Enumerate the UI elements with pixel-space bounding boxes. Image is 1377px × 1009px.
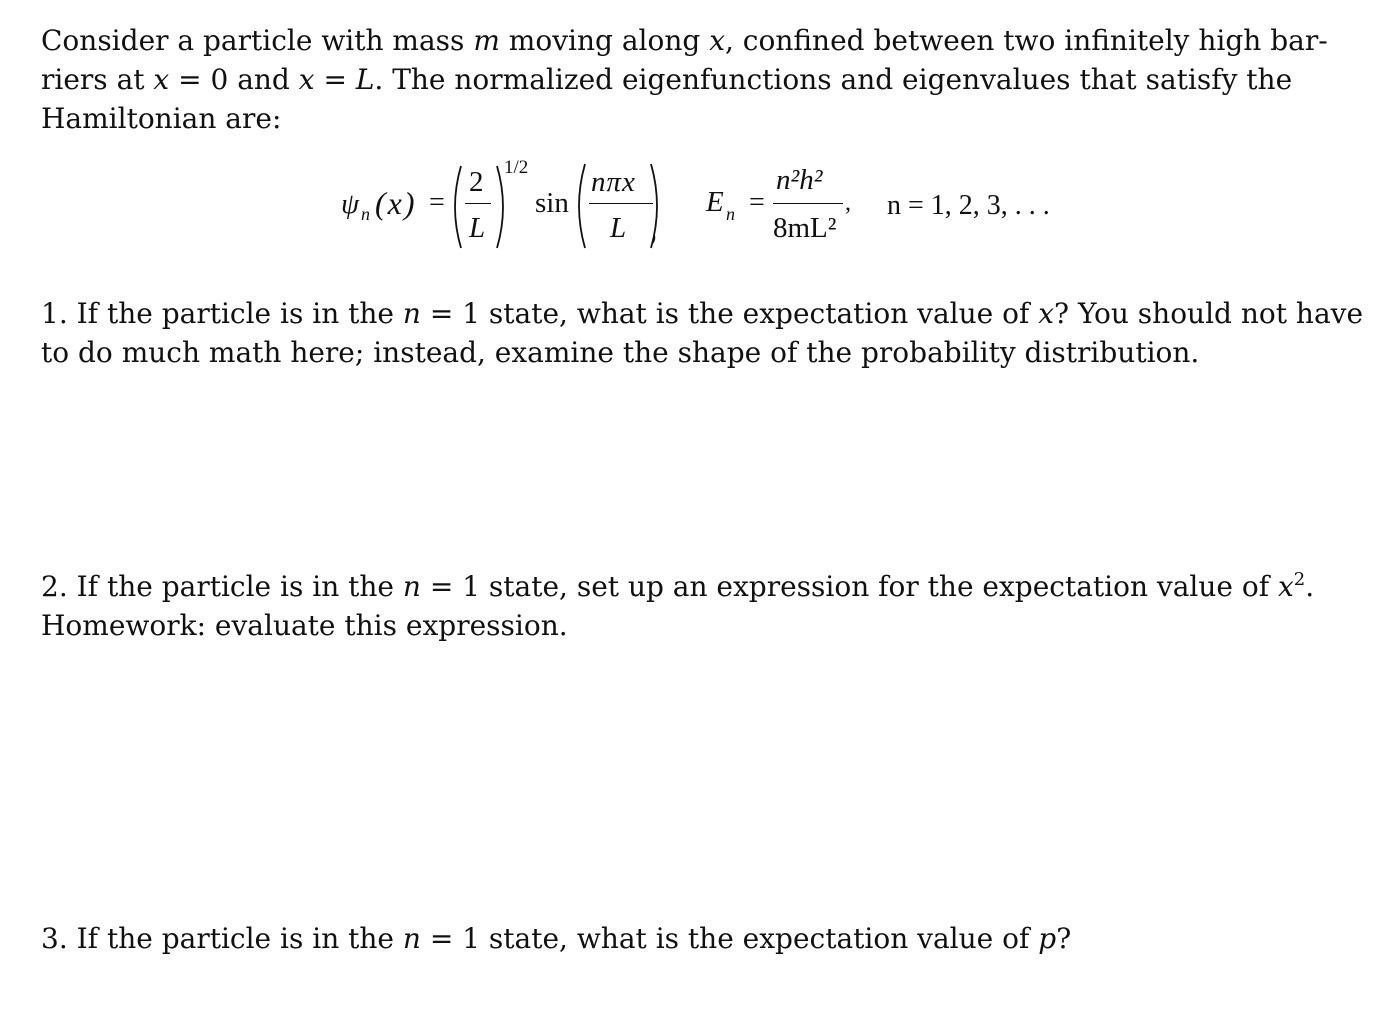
question-text: 3. If the particle is in the	[41, 922, 403, 955]
n-symbol: n	[402, 922, 421, 955]
question-text: = 1 state, what is the expectation value of	[420, 297, 1039, 330]
exponent: 1/2	[504, 157, 529, 178]
intro-text: moving along	[499, 24, 710, 57]
fraction-bar	[465, 203, 491, 204]
question-text: 2. If the particle is in the	[41, 570, 403, 603]
question-2-line-2: Homework: evaluate this expression.	[41, 609, 568, 642]
n-symbol: n	[402, 297, 421, 330]
question-text: = 1 state, set up an expression for the expectation value of	[420, 570, 1278, 603]
fraction-bar	[589, 203, 653, 204]
energy-denominator: 8mL²	[773, 212, 837, 244]
question-text: = 1 state, what is the expectation value of	[420, 922, 1039, 955]
intro-text: =	[314, 63, 356, 96]
sin-numerator: nπx	[591, 166, 636, 198]
sin-denominator: L	[610, 212, 627, 244]
intro-text: Consider a particle with mass	[41, 24, 474, 57]
x-symbol: x	[709, 24, 725, 57]
question-3-line-1	[41, 919, 1071, 958]
intro-text: riers at	[41, 63, 154, 96]
question-2	[41, 567, 1314, 645]
mass-symbol: m	[473, 24, 500, 57]
sin-function: sin	[535, 187, 569, 219]
x-symbol: x	[298, 63, 315, 96]
question-3	[41, 919, 1071, 958]
psi-symbol: ψ	[341, 188, 360, 220]
question-text: ? You should not have	[1054, 297, 1364, 330]
fraction-bar	[773, 203, 843, 204]
question-1-line-2: to do much math here; instead, examine the shape of the probability distribution.	[41, 336, 1200, 369]
energy-subscript: n	[726, 204, 735, 224]
superscript: 2	[1293, 569, 1306, 590]
x-symbol: x	[1038, 297, 1055, 330]
energy-symbol: E	[706, 186, 724, 218]
intro-text: . The normalized eigenfunctions and eigenvalues that satisfy the	[374, 63, 1293, 96]
psi-argument: (x)	[375, 185, 417, 221]
question-1-line-1	[41, 294, 1363, 333]
question-text: ?	[1056, 922, 1072, 955]
equals-sign: =	[749, 187, 765, 218]
question-text: 1. If the particle is in the	[41, 297, 403, 330]
eigen-equation	[0, 0, 1377, 270]
question-1	[41, 294, 1363, 372]
intro-text: = 0 and	[169, 63, 299, 96]
comma: ,	[845, 190, 851, 216]
question-text: .	[1305, 570, 1315, 603]
x-symbol: x	[153, 63, 170, 96]
psi-subscript: n	[361, 204, 370, 224]
energy-numerator: n²h²	[776, 164, 823, 196]
n-symbol: n	[402, 570, 421, 603]
equals-sign: =	[429, 187, 445, 218]
intro-text: , confined between two infinitely high bar-	[725, 24, 1328, 57]
quantum-number-range: n = 1, 2, 3, . . .	[887, 190, 1050, 221]
intro-line-3: Hamiltonian are:	[41, 102, 282, 135]
length-symbol: L	[355, 63, 375, 96]
fraction-numerator: 2	[469, 166, 484, 198]
x-symbol: x	[1278, 570, 1294, 603]
fraction-denominator: L	[469, 212, 486, 244]
p-symbol: p	[1038, 922, 1057, 955]
question-2-line-1	[41, 567, 1314, 606]
